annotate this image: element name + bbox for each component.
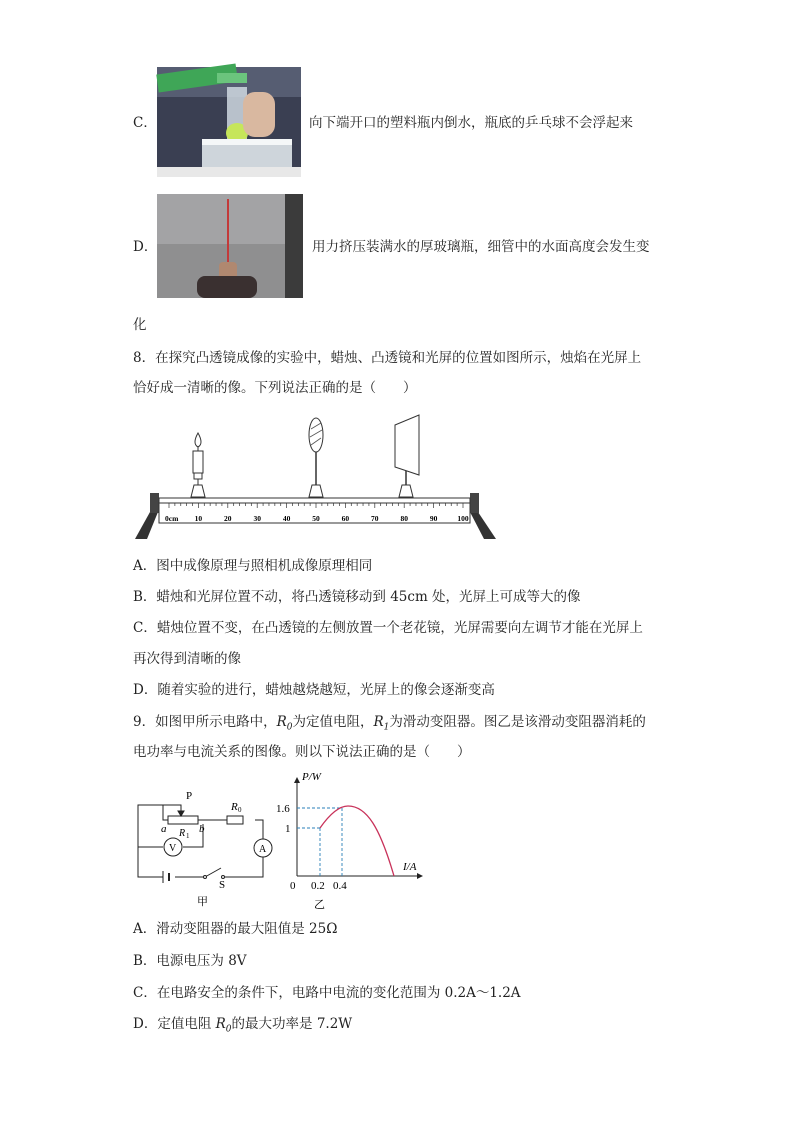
y-axis-label: P/W [302,771,321,783]
q8-option-c: C．蜡烛位置不变，在凸透镜的左侧放置一个老花镜，光屏需要向左调节才能在光屏上 [133,620,643,636]
circuit-caption: 甲 [197,896,208,908]
left-end-block [150,493,159,513]
option-d-continuation: 化 [133,317,147,333]
ruler-label: 90 [429,514,438,523]
label-p: P [186,790,193,802]
label-r1: R [179,828,186,839]
q9-stem-line2: 电功率与电流关系的图像。则以下说法正确的是（ ） [133,744,471,760]
q9-stem-line1: 9．如图甲所示电路中，$R_0$为定值电阻，$R_1$为滑动变阻器。图乙是该滑动变阻器消耗的 [133,714,646,733]
light-screen [395,415,419,497]
circuit-diagram [133,772,283,912]
ruler-label: 0cm [165,514,179,523]
option-d-letter: D． [133,239,158,255]
ruler-label: 10 [194,514,203,523]
ruler-label: 60 [341,514,350,523]
voltmeter-label: V [169,843,177,854]
option-c-photo [157,67,301,177]
q8-option-b: B．蜡烛和光屏位置不动，将凸透镜移动到 45cm 处，光屏上可成等大的像 [133,589,581,605]
option-c-text: 向下端开口的塑料瓶内倒水，瓶底的乒乓球不会浮起来 [309,115,633,131]
left-stand [135,512,158,539]
q9-option-d: D．定值电阻 $R_0$的最大功率是 7.2W [133,1016,353,1035]
origin-label: 0 [290,880,296,892]
right-stand [470,512,496,539]
ruler-label: 20 [224,514,232,523]
q9-option-a: A．滑动变阻器的最大阻值是 25Ω [133,921,338,937]
power-current-graph [276,768,432,912]
ytick-1-6: 1.6 [276,803,290,815]
bench-rail [159,498,470,503]
option-d-text: 用力挤压装满水的厚玻璃瓶，细管中的水面高度会发生变 [312,239,650,255]
ruler-label: 40 [282,514,291,523]
ammeter-label: A [259,844,267,855]
label-a: a [161,823,167,835]
right-end-block [470,493,479,513]
label-r1-sub: 1 [186,832,190,840]
optical-bench-figure [133,405,503,545]
candle [191,433,205,497]
graph-caption: 乙 [314,899,325,911]
label-r0-sub: 0 [238,806,242,814]
q8-option-d: D．随着实验的进行，蜡烛越烧越短，光屏上的像会逐渐变高 [133,682,495,698]
switch-label: S [219,879,226,891]
ruler-label: 80 [400,514,408,523]
xtick-0-2: 0.2 [311,880,325,892]
ruler-label: 100 [457,514,469,523]
xtick-0-4: 0.4 [333,880,347,892]
convex-lens [309,418,323,497]
ruler-label: 50 [312,514,320,523]
option-d-photo [157,194,303,298]
ruler-label: 30 [253,514,261,523]
q8-option-c-cont: 再次得到清晰的像 [133,651,241,667]
q9-option-b: B．电源电压为 8V [133,953,247,969]
option-c-letter: C． [133,115,157,131]
q8-stem-line1: 8．在探究凸透镜成像的实验中，蜡烛、凸透镜和光屏的位置如图所示，烛焰在光屏上 [133,350,642,366]
power-curve [320,806,394,876]
q9-option-c: C．在电路安全的条件下，电路中电流的变化范围为 0.2A～1.2A [133,985,521,1001]
x-axis-label: I/A [403,861,417,873]
ytick-1: 1 [285,823,291,835]
q8-stem-line2: 恰好成一清晰的像。下列说法正确的是（ ） [133,380,417,396]
q8-option-a: A．图中成像原理与照相机成像原理相同 [133,558,373,574]
label-b: b [199,823,205,835]
ruler-label: 70 [371,514,379,523]
label-r0: R [231,801,238,813]
